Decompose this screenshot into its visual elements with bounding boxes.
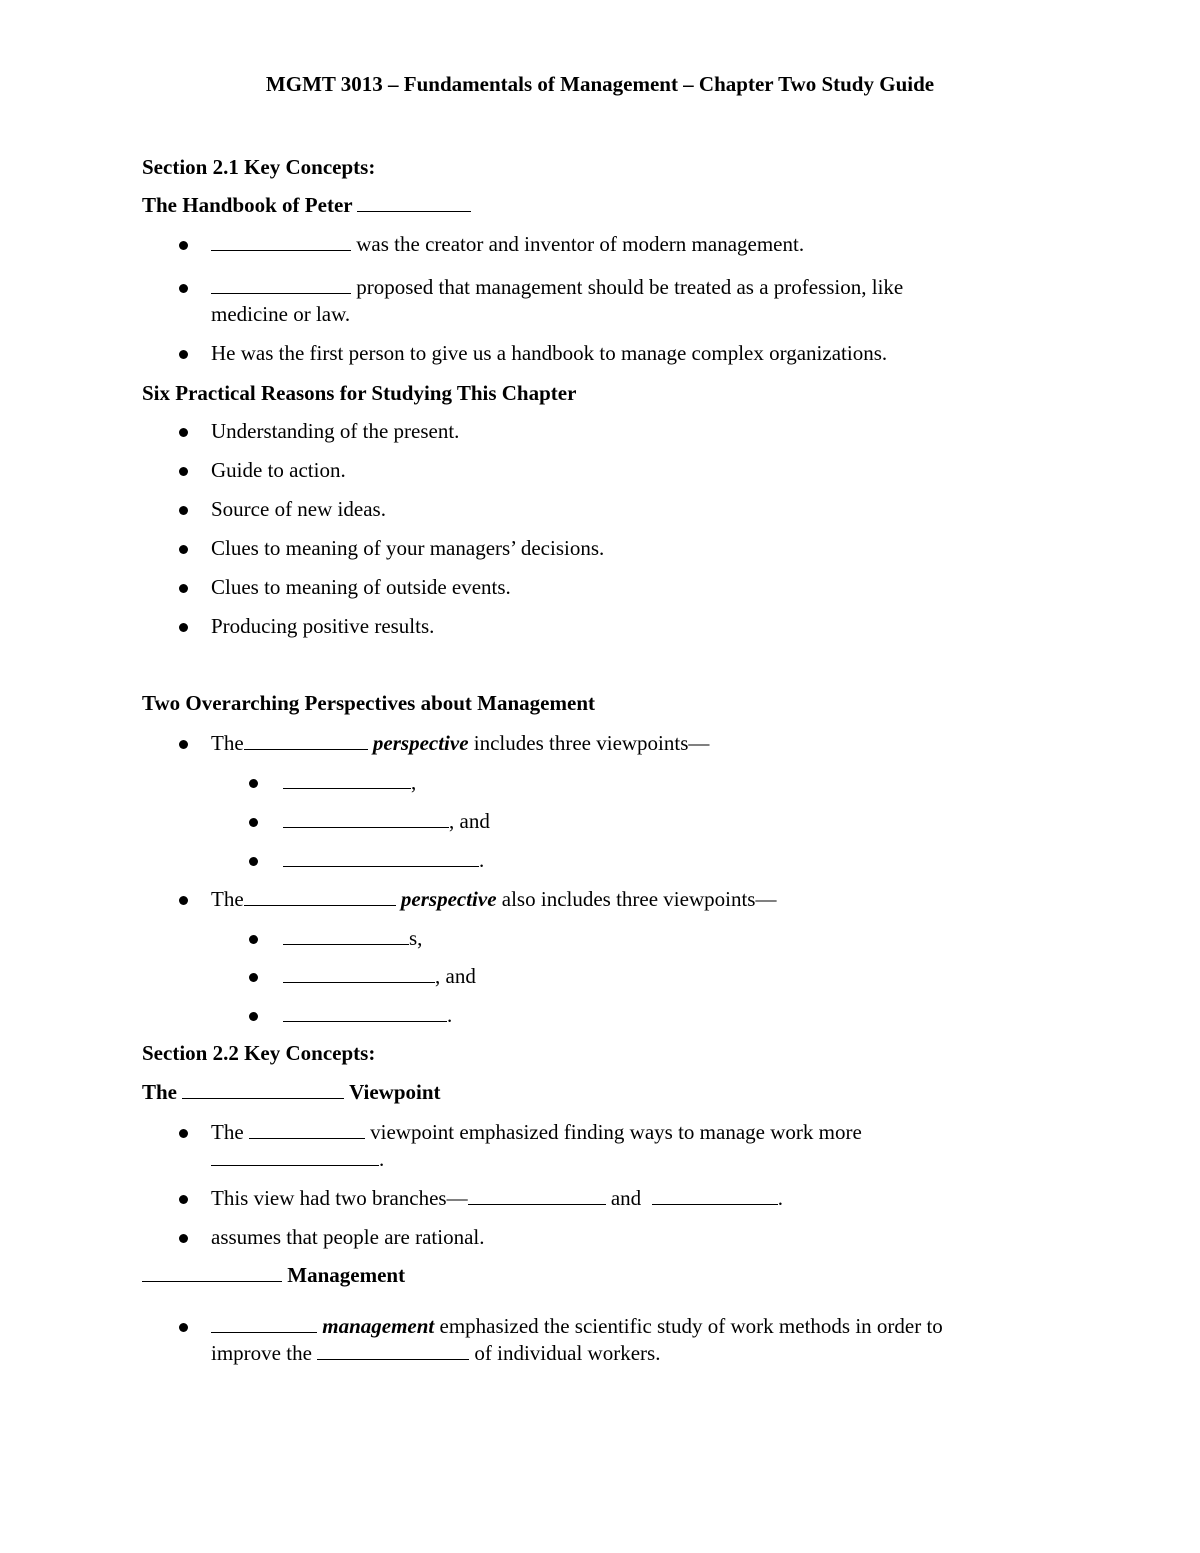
list-item — [211, 274, 903, 328]
list-item-text: The — [211, 1120, 244, 1144]
list-item-text: emphasized the scientific study of work methods in order to — [439, 1314, 943, 1338]
list-item-text: s, — [409, 926, 423, 950]
blank — [244, 732, 368, 750]
list-item: Clues to meaning of outside events. — [211, 575, 511, 599]
list-item-text: This view had two branches— — [211, 1186, 468, 1210]
punctuation: . — [447, 1003, 453, 1027]
list-item — [211, 1313, 943, 1367]
list-item: Understanding of the present. — [211, 419, 460, 443]
punctuation: , — [411, 770, 417, 794]
blank — [357, 194, 471, 212]
list-item — [211, 1119, 862, 1173]
list-item-text: The — [211, 731, 244, 755]
list-item: Clues to meaning of your managers’ decisions. — [211, 536, 605, 560]
list-item: assumes that people are rational. — [211, 1225, 485, 1249]
list-item — [211, 231, 804, 258]
list-item-text: , and — [435, 964, 476, 988]
handbook-heading-text: The Handbook of Peter — [142, 193, 353, 217]
list-item-text: improve the — [211, 1341, 312, 1365]
punctuation: . — [479, 848, 485, 872]
list-item-text: viewpoint emphasized finding ways to manage work more — [370, 1120, 862, 1144]
handbook-heading — [142, 193, 471, 218]
blank — [468, 1187, 606, 1205]
sub-list-item — [283, 808, 490, 835]
list-item: Guide to action. — [211, 458, 346, 482]
heading-text: Management — [287, 1263, 406, 1287]
emphasis-text: management — [322, 1314, 435, 1338]
list-item: He was the first person to give us a handbook to manage complex organizations. — [211, 341, 888, 365]
list-item-text: medicine or law. — [211, 302, 351, 326]
blank — [142, 1264, 282, 1282]
heading-text: The — [142, 1080, 178, 1104]
list-item-text: proposed that management should be treated as a profession, like — [356, 275, 904, 299]
reasons-heading: Six Practical Reasons for Studying This Chapter — [142, 381, 577, 405]
page-title: MGMT 3013 – Fundamentals of Management – Chapter Two Study Guide — [265, 72, 935, 96]
punctuation: . — [379, 1147, 385, 1171]
blank — [182, 1081, 344, 1099]
list-item: Source of new ideas. — [211, 497, 386, 521]
sub-list-item — [283, 769, 416, 796]
blank — [283, 927, 409, 945]
list-item — [211, 886, 776, 913]
emphasis-text: perspective — [400, 887, 497, 911]
list-item: Producing positive results. — [211, 614, 435, 638]
sub-list-item — [283, 963, 476, 990]
punctuation: . — [777, 1186, 783, 1210]
list-item-text: includes three viewpoints— — [473, 731, 710, 755]
section-2-1-heading: Section 2.1 Key Concepts: — [142, 155, 376, 179]
blank — [283, 771, 411, 789]
blank — [283, 849, 479, 867]
blank — [317, 1342, 469, 1360]
blank — [211, 1148, 379, 1166]
management-heading — [142, 1263, 405, 1288]
emphasis-text: perspective — [372, 731, 469, 755]
blank — [652, 1187, 778, 1205]
blank — [249, 1121, 365, 1139]
list-item — [211, 730, 709, 757]
heading-text: Viewpoint — [349, 1080, 441, 1104]
sub-list-item — [283, 925, 422, 952]
list-item — [211, 1185, 783, 1212]
sub-list-item — [283, 1002, 452, 1029]
viewpoint-heading — [142, 1080, 441, 1105]
list-item-text: of individual workers. — [474, 1341, 661, 1365]
blank — [211, 276, 351, 294]
list-item-text: was the creator and inventor of modern management. — [356, 232, 805, 256]
blank — [283, 810, 449, 828]
blank — [244, 888, 396, 906]
blank — [283, 1004, 447, 1022]
sub-list-item — [283, 847, 484, 874]
list-item-text: also includes three viewpoints— — [501, 887, 777, 911]
blank — [283, 965, 435, 983]
blank — [211, 233, 351, 251]
blank — [211, 1315, 317, 1333]
list-item-text: and — [610, 1186, 642, 1210]
section-2-2-heading: Section 2.2 Key Concepts: — [142, 1041, 376, 1065]
list-item-text: The — [211, 887, 244, 911]
list-item-text: , and — [449, 809, 490, 833]
perspectives-heading: Two Overarching Perspectives about Management — [142, 691, 595, 715]
